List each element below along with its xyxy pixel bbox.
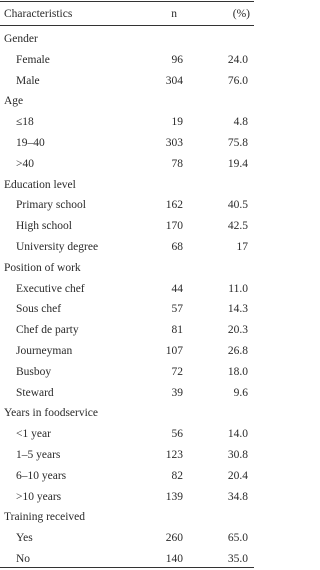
- table-header-row: [0, 3, 254, 25]
- row-label: ≤18: [16, 116, 34, 129]
- row-percent-value: 9.6: [233, 386, 248, 399]
- table-row: [0, 153, 254, 175]
- row-label: <1 year: [16, 428, 51, 441]
- row-percent-value: 17: [236, 241, 248, 253]
- row-n-value: 107: [165, 345, 183, 357]
- row-label: Male: [16, 74, 40, 87]
- group-label: Training received: [4, 511, 86, 524]
- table-row: [0, 382, 254, 404]
- row-label: Sous chef: [16, 303, 62, 316]
- row-label: Journeyman: [16, 345, 73, 357]
- group-label: Age: [4, 95, 24, 108]
- table-row: [0, 423, 254, 445]
- header-n: n: [171, 8, 177, 20]
- group-label: Years in foodservice: [4, 407, 99, 420]
- table-bottom-rule: [0, 567, 254, 568]
- row-percent-value: 14.3: [227, 303, 248, 316]
- table-row: [0, 215, 254, 237]
- row-n-value: 78: [171, 157, 183, 170]
- header-percent: (%): [232, 8, 250, 20]
- row-n-value: 96: [171, 53, 183, 66]
- row-percent-value: 35.0: [227, 553, 248, 565]
- row-percent-value: 40.5: [227, 199, 248, 212]
- row-n-value: 140: [165, 553, 183, 565]
- table-row: [0, 340, 254, 362]
- row-label: 19–40: [16, 137, 45, 149]
- row-n-value: 81: [171, 324, 183, 337]
- table-group-row: [0, 174, 254, 196]
- table-group-row: [0, 506, 254, 528]
- row-n-value: 39: [171, 386, 183, 399]
- row-percent-value: 65.0: [227, 532, 248, 545]
- row-percent-value: 42.5: [227, 220, 248, 233]
- row-label: Primary school: [16, 199, 86, 212]
- row-n-value: 72: [171, 365, 183, 378]
- row-n-value: 56: [171, 428, 183, 441]
- header-characteristics: Characteristics: [4, 8, 73, 20]
- row-label: Chef de party: [16, 324, 79, 337]
- row-percent-value: 20.3: [227, 324, 248, 337]
- row-label: >10 years: [16, 490, 62, 503]
- row-label: Female: [16, 53, 50, 66]
- row-percent-value: 75.8: [227, 137, 248, 149]
- row-n-value: 170: [165, 220, 183, 233]
- table-row: [0, 194, 254, 216]
- row-label: High school: [16, 220, 72, 233]
- table-row: [0, 111, 254, 133]
- row-percent-value: 18.0: [227, 365, 248, 378]
- row-n-value: 68: [171, 241, 183, 253]
- table-row: [0, 236, 254, 258]
- row-label: Busboy: [16, 365, 52, 378]
- row-percent-value: 26.8: [227, 345, 248, 357]
- row-label: 6–10 years: [16, 469, 67, 482]
- row-percent-value: 24.0: [227, 53, 248, 66]
- row-n-value: 123: [165, 449, 183, 461]
- group-label: Education level: [4, 178, 76, 191]
- row-n-value: 304: [165, 74, 183, 87]
- row-percent-value: 19.4: [227, 157, 248, 170]
- group-label: Position of work: [4, 261, 81, 274]
- row-label: >40: [16, 157, 34, 170]
- table-group-row: [0, 90, 254, 112]
- row-percent-value: 4.8: [233, 116, 248, 129]
- row-percent-value: 76.0: [227, 74, 248, 87]
- row-n-value: 44: [171, 282, 183, 295]
- table-row: [0, 444, 254, 466]
- table-row: [0, 486, 254, 508]
- row-percent-value: 14.0: [227, 428, 248, 441]
- table-group-row: [0, 257, 254, 279]
- row-n-value: 303: [165, 137, 183, 149]
- table-row: [0, 527, 254, 549]
- row-label: Steward: [16, 386, 54, 399]
- row-n-value: 139: [165, 490, 183, 503]
- table-group-row: [0, 28, 254, 50]
- row-label: Yes: [16, 532, 33, 545]
- row-percent-value: 20.4: [227, 469, 248, 482]
- row-label: University degree: [16, 241, 99, 253]
- row-label: No: [16, 553, 31, 565]
- table-header-rule: [0, 25, 254, 26]
- row-n-value: 162: [165, 199, 183, 212]
- row-percent-value: 34.8: [227, 490, 248, 503]
- table-row: [0, 298, 254, 320]
- row-percent-value: 30.8: [227, 449, 248, 461]
- table-row: [0, 361, 254, 383]
- row-label: 1–5 years: [16, 449, 61, 461]
- row-n-value: 260: [165, 532, 183, 545]
- row-percent-value: 11.0: [228, 282, 248, 295]
- table-row: [0, 70, 254, 92]
- table-row: [0, 465, 254, 487]
- row-n-value: 82: [171, 469, 183, 482]
- table-row: [0, 132, 254, 154]
- table-top-rule: [0, 1, 254, 2]
- row-n-value: 19: [171, 116, 183, 129]
- table-row: [0, 278, 254, 300]
- row-n-value: 57: [171, 303, 183, 316]
- group-label: Gender: [4, 33, 38, 45]
- table-row: [0, 319, 254, 341]
- table-row: [0, 49, 254, 71]
- table-group-row: [0, 402, 254, 424]
- row-label: Executive chef: [16, 282, 85, 295]
